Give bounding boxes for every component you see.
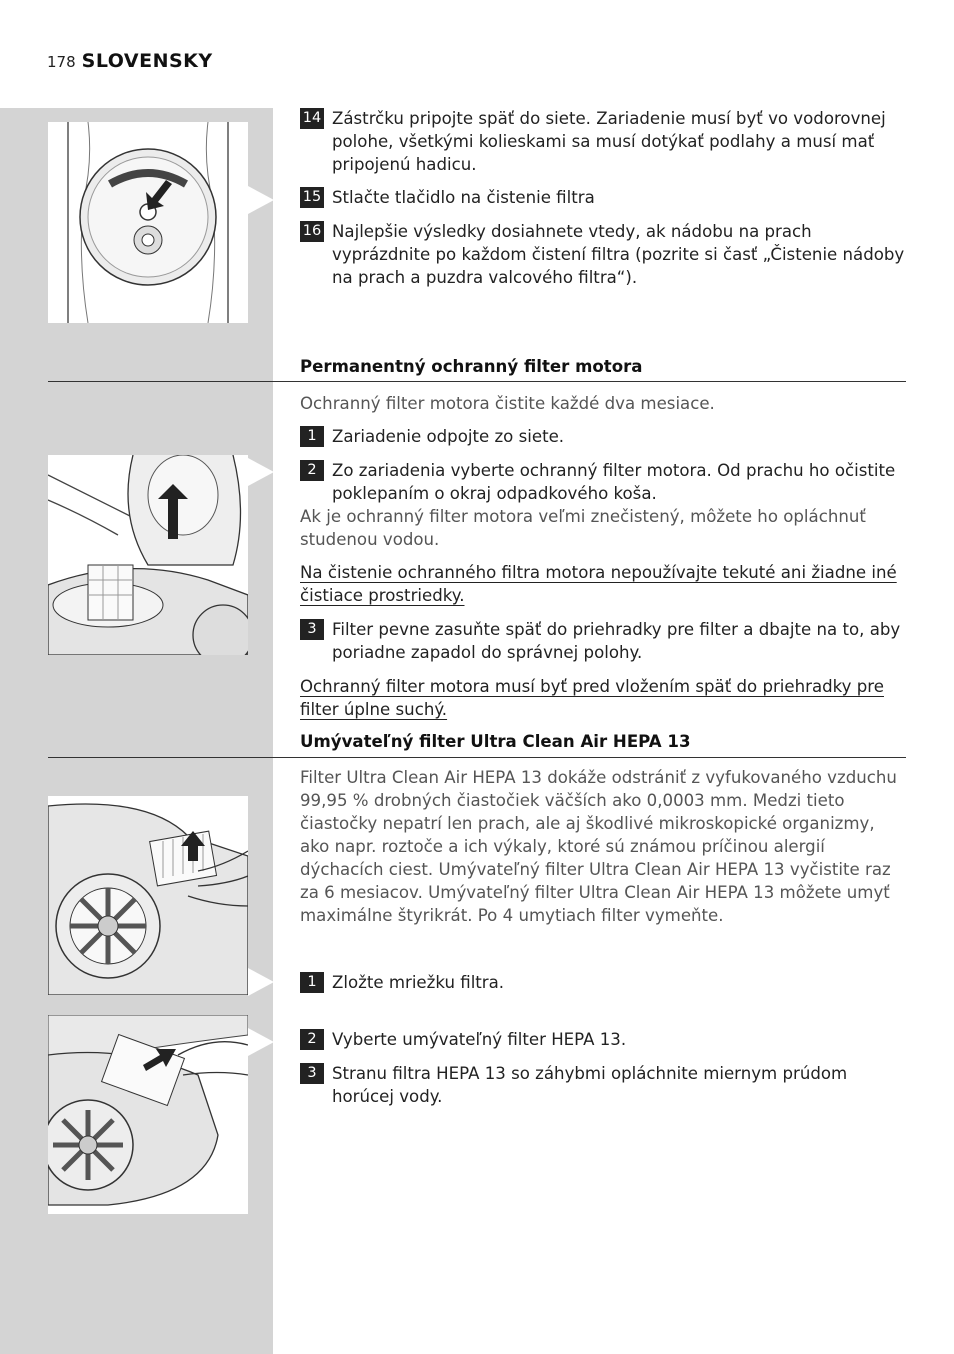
step-text: Zariadenie odpojte zo siete. [332,427,565,446]
hepa-step-1 [300,971,906,994]
illustration-filter-button [48,122,248,323]
motor-step-2 [300,459,906,505]
motor-filter-warning-detergents: Na čistenie ochranného filtra motora nepoužívajte tekuté ani žiadne iné čistiace prostriedky. [300,563,897,605]
step-16 [300,220,906,289]
motor-filter-warning-dry: Ochranný filter motora musí byť pred vložením späť do priehradky pre filter úplne suchý. [300,677,884,719]
page-header [47,50,213,72]
section-divider [48,757,906,758]
illustration-motor-filter-removal [48,455,248,655]
pointer-tab [248,458,274,486]
step-text: Najlepšie výsledky dosiahnete vtedy, ak nádobu na prach vyprázdnite po každom čistení filtra (pozrite si časť „Čistenie nádoby na prach a puzdra valcového filtra“). [332,222,905,287]
motor-filter-intro: Ochranný filter motora čistite každé dva mesiace. [300,394,715,413]
illustration-hepa-grille-removal [48,796,248,995]
step-number: 3 [300,1063,324,1084]
pointer-tab [248,186,274,214]
step-number: 2 [300,1029,324,1050]
pointer-tab [248,968,274,996]
motor-filter-note: Ak je ochranný filter motora veľmi znečistený, môžete ho opláchnuť studenou vodou. [300,507,866,549]
step-text: Filter pevne zasuňte späť do priehradky pre filter a dbajte na to, aby poriadne zapadol do správnej polohy. [332,620,901,662]
step-14 [300,107,906,176]
step-text: Vyberte umývateľný filter HEPA 13. [332,1030,627,1049]
step-text: Zložte mriežku filtra. [332,973,505,992]
step-number: 16 [300,221,324,242]
illustration-hepa-filter-removal [48,1015,248,1214]
step-text: Stranu filtra HEPA 13 so záhybmi opláchnite miernym prúdom horúcej vody. [332,1064,848,1106]
section-heading-hepa-filter: Umývateľný filter Ultra Clean Air HEPA 13 [300,732,691,751]
motor-step-3 [300,618,906,664]
step-number: 1 [300,972,324,993]
hepa-step-2 [300,1028,906,1051]
step-number: 1 [300,426,324,447]
step-text: Zo zariadenia vyberte ochranný filter motora. Od prachu ho očistite poklepaním o okraj odpadkového koša. [332,461,896,503]
step-15 [300,186,906,209]
step-text: Stlačte tlačidlo na čistenie filtra [332,188,595,207]
step-number: 3 [300,619,324,640]
pointer-tab [248,1028,274,1056]
section-divider [48,381,906,382]
section-heading-motor-filter: Permanentný ochranný filter motora [300,357,643,376]
hepa-filter-intro: Filter Ultra Clean Air HEPA 13 dokáže odstrániť z vyfukovaného vzduchu 99,95 % drobných čiastočiek väčších ako 0,0003 mm. Medzi tieto čiastočky nepatrí len prach, ale aj škodlivé mikroskopické organizmy, ako napr. roztoče a ich výkaly, ktoré sú známou príčinou alergií dýchacích ciest. Umývateľný filter Ultra Clean Air HEPA 13 vyčistite raz za 6 mesiacov. Umývateľný filter Ultra Clean Air HEPA 13 môžete umyť maximálne štyrikrát. Po 4 umytiach filter vymeňte. [300,768,897,925]
step-number: 2 [300,460,324,481]
step-number: 15 [300,187,324,208]
step-text: Zástrčku pripojte späť do siete. Zariadenie musí byť vo vodorovnej polohe, všetkými kolieskami sa musí dotýkať podlahy a musí mať pripojenú hadicu. [332,109,886,174]
step-number: 14 [300,108,324,129]
language-title: SLOVENSKY [81,50,213,72]
motor-step-1 [300,425,906,448]
hepa-step-3 [300,1062,906,1108]
page-number: 178 [47,53,76,71]
